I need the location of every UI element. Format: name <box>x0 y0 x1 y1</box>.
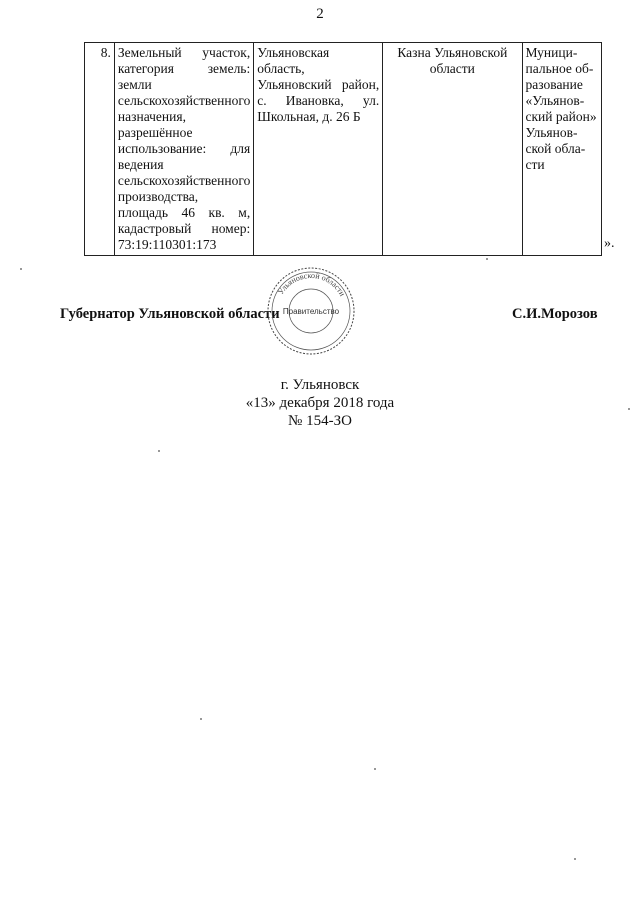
property-description: Земельный участок, категория земель: земли сельскохозяйственного назначения, разрешённое использование: для ведения сельскохозяйственного производства, площадь 46 кв. м, кадастровый номер: 73:19:110301:173 <box>114 43 253 256</box>
place-date-block <box>0 376 640 430</box>
scan-speck <box>486 258 488 260</box>
scan-speck <box>374 768 376 770</box>
official-seal-stamp <box>266 266 356 356</box>
scan-speck <box>574 858 576 860</box>
current-owner: Казна Ульяновской области <box>383 43 522 256</box>
closing-quote: ». <box>604 236 615 251</box>
law-number: № 154-ЗО <box>288 413 352 429</box>
signatory-name: С.И.Морозов <box>512 306 598 322</box>
table-row <box>85 43 602 256</box>
recipient: Муници- пальное об- разование «Ульянов- ский район» Ульянов- ской обла- сти <box>522 43 602 256</box>
property-table <box>84 42 602 256</box>
seal-ring-text: Ульяновской области <box>276 270 347 298</box>
scan-speck <box>20 268 22 270</box>
city: г. Ульяновск <box>280 377 360 393</box>
scan-speck <box>628 408 630 410</box>
page-number: 2 <box>316 6 324 22</box>
seal-center-text: Правительство <box>282 307 340 316</box>
property-address: Ульяновская область, Ульяновский район, с. Ивановка, ул. Школьная, д. 26 Б <box>254 43 383 256</box>
scan-speck <box>158 450 160 452</box>
signatory-title: Губернатор Ульяновской области <box>60 306 280 322</box>
scan-speck <box>200 718 202 720</box>
row-number: 8. <box>85 43 115 256</box>
date: «13» декабря 2018 года <box>245 395 395 411</box>
